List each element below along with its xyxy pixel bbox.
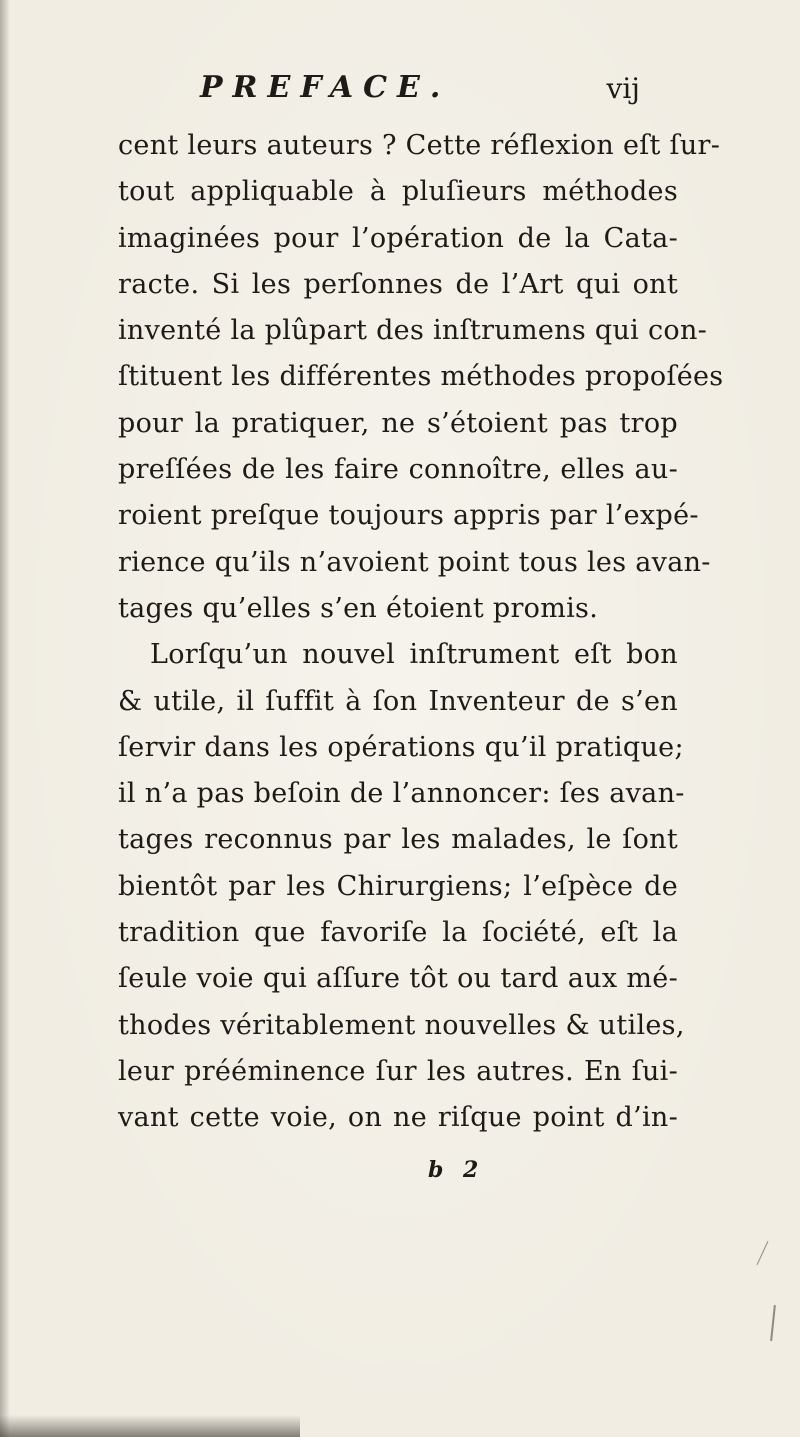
text-line: cent leurs auteurs ? Cette réflexion eſt ſur- xyxy=(118,130,721,161)
text-line: tages qu’elles s’en étoient promis. xyxy=(118,592,599,624)
text-line: roient preſque toujours appris par l’expé- xyxy=(118,500,699,532)
text-line: racte. Si les perſonnes de l’Art qui ont xyxy=(118,268,678,300)
body-text xyxy=(118,123,724,1142)
text-line: preſſées de les faire connoître, elles au- xyxy=(118,454,678,486)
page-bottom-shadow xyxy=(0,1415,300,1437)
text-line: tout appliquable à pluſieurs méthodes xyxy=(118,176,678,208)
text-line: bientôt par les Chirurgiens; l’eſpèce de xyxy=(118,870,678,902)
text-line: il n’a pas beſoin de l’annoncer: ſes avan- xyxy=(118,778,685,810)
text-line: pour la pratiquer, ne s’étoient pas trop xyxy=(118,407,678,439)
text-line: & utile, il ſuffit à ſon Inventeur de s’en xyxy=(118,685,678,717)
text-line: inventé la plûpart des inſtrumens qui con- xyxy=(118,315,708,347)
text-line: rience qu’ils n’avoient point tous les avan- xyxy=(118,546,711,578)
text-line: Lorſqu’un nouvel inſtrument eſt bon xyxy=(150,639,678,671)
signature-mark: b 2 xyxy=(428,1157,485,1183)
text-line: imaginées pour l’opération de la Cata- xyxy=(118,222,678,254)
page-number: vij xyxy=(606,72,640,105)
text-line: tages reconnus par les malades, le ſont xyxy=(118,824,678,856)
running-title: PREFACE. xyxy=(200,70,451,105)
text-line: ſeule voie qui aſſure tôt ou tard aux mé- xyxy=(118,963,678,995)
page-header xyxy=(200,70,640,110)
paper-blemish xyxy=(757,1241,769,1265)
text-line: ſtituent les différentes méthodes propoſées xyxy=(118,361,724,393)
paper-blemish xyxy=(770,1305,776,1341)
text-line: thodes véritablement nouvelles & utiles, xyxy=(118,1009,685,1041)
text-line: leur prééminence ſur les autres. En ſui- xyxy=(118,1055,678,1087)
text-line: vant cette voie, on ne riſque point d’in- xyxy=(118,1102,678,1134)
page-edge-shadow xyxy=(0,0,10,1437)
text-line: ſervir dans les opérations qu’il pratique; xyxy=(118,731,684,763)
text-line: tradition que favoriſe la ſociété, eſt la xyxy=(118,917,678,949)
